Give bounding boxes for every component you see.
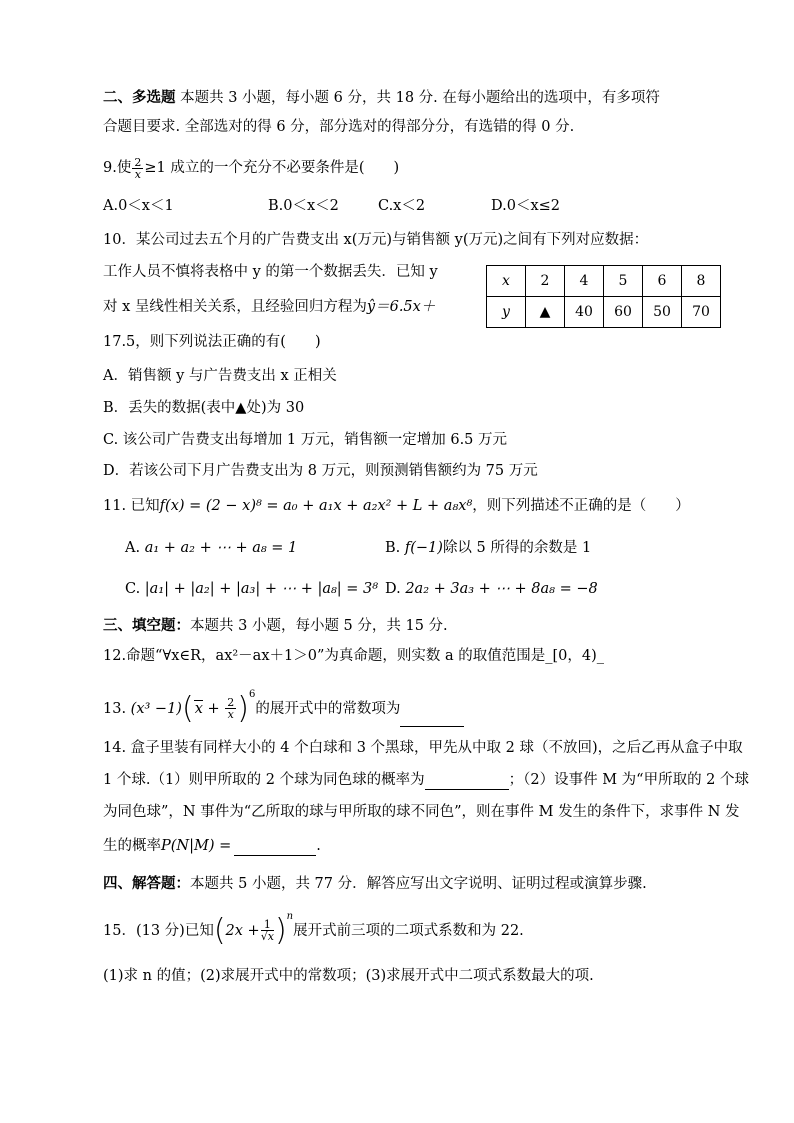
q14-line-2a: 1 个球.（1）则甲所取的 2 个球为同色球的概率为 — [103, 772, 425, 788]
table-row-x — [487, 266, 721, 297]
q13-prefix: 13. — [103, 700, 127, 717]
q11-option-c-label: C. — [125, 581, 141, 597]
q11-option-b — [385, 538, 591, 558]
q11-option-a-formula: a₁ + a₂ + ⋯ + a₈ = 1 — [144, 540, 298, 556]
q11-tail: ，则下列描述不正确的是（ ） — [472, 498, 690, 514]
q15-frac-den: √x — [260, 930, 274, 944]
q13-sqrt-x: x — [194, 700, 203, 717]
q11-option-a-label: A. — [125, 540, 141, 556]
table-cell: 6 — [643, 266, 682, 297]
q13-exponent: 6 — [248, 689, 256, 700]
q11-formula: f(x) = (2 − x)⁸ = a₀ + a₁x + a₂x² + L + a₈x⁸ — [159, 498, 473, 514]
q11-option-d — [385, 579, 598, 599]
q14-line-1: 14. 盒子里装有同样大小的 4 个白球和 3 个黑球，甲先从中取 2 球（不放回)，之后乙再从盒子中取 — [103, 740, 743, 756]
q13-answer-blank[interactable] — [400, 708, 464, 727]
q13-tail: 的展开式中的常数项为 — [255, 700, 401, 717]
right-paren-icon: ) — [274, 912, 287, 948]
q15-frac-num: 1 — [261, 919, 274, 931]
q14-probability-formula: P(N|M) = — [161, 838, 232, 854]
q15-fraction — [261, 919, 274, 942]
q14-line-2 — [103, 770, 749, 790]
section-4-desc: 本题共 5 小题，共 77 分．解答应写出文字说明、证明过程或演算步骤. — [190, 876, 647, 892]
q11-option-a — [125, 538, 297, 558]
q14-line-2b: ；（2）设事件 M 为“甲所取的 2 个球 — [508, 772, 750, 788]
question-13: 13. (x³ −1)(x + $\frac{2}{x}$ )$^6$的展开式中的常数项为 — [103, 687, 464, 723]
left-paren-icon: ( — [181, 690, 194, 726]
question-9 — [103, 153, 399, 183]
question-15 — [103, 909, 524, 948]
q14-line-4 — [103, 836, 321, 856]
table-row-y — [487, 297, 721, 328]
q9-option-c: C.x＜2 — [378, 198, 426, 214]
q9-prefix: 9.使 — [103, 160, 132, 176]
q10-line-1: 10．某公司过去五个月的广告费支出 x(万元)与销售额 y(万元)之间有下列对应数据： — [103, 232, 649, 248]
section-3-title: 三、填空题： — [103, 617, 190, 634]
right-paren-icon: ) — [237, 690, 249, 726]
table-cell: ▲ — [526, 297, 565, 328]
section-2-desc-2: 合题目要求. 全部选对的得 6 分，部分选对的得部分分，有选错的得 0 分. — [103, 119, 575, 135]
q15-prefix: 15．(13 分)已知 — [103, 922, 214, 939]
q15-parts: (1)求 n 的值；(2)求展开式中的常数项；(3)求展开式中二项式系数最大的项. — [103, 968, 594, 984]
table-cell: 70 — [682, 297, 721, 328]
q14-line-4a: 生的概率 — [103, 838, 161, 854]
q15-tail: 展开式前三项的二项式系数和为 22. — [293, 922, 524, 939]
q11-option-b-formula: f(−1) — [404, 540, 443, 556]
question-11 — [103, 496, 690, 516]
q10-data-table — [486, 265, 721, 328]
q9-fraction — [132, 157, 143, 180]
table-cell: 60 — [604, 297, 643, 328]
q13-frac-num: 2 — [227, 696, 235, 710]
section-2-heading — [103, 88, 660, 108]
table-cell: 8 — [682, 266, 721, 297]
q13-fraction — [225, 697, 236, 720]
q11-option-d-label: D. — [385, 581, 401, 597]
q10-option-a: A．销售额 y 与广告费支出 x 正相关 — [103, 368, 337, 384]
q9-option-d: D.0＜x≤2 — [491, 198, 560, 214]
q14-answer-blank-1[interactable] — [425, 771, 509, 790]
q14-answer-blank-2[interactable] — [234, 837, 316, 856]
q11-option-c-formula: |a₁| + |a₂| + |a₃| + ⋯ + |a₈| = 3⁸ — [144, 581, 379, 597]
q10-option-d: D．若该公司下月广告费支出为 8 万元，则预测销售额约为 75 万元 — [103, 463, 538, 479]
q9-stem: ≥1 成立的一个充分不必要条件是( ) — [144, 160, 400, 176]
q10-option-b: B．丢失的数据(表中▲处)为 30 — [103, 400, 305, 416]
q11-option-b-text: 除以 5 所得的余数是 1 — [442, 540, 592, 556]
section-4-title: 四、解答题： — [103, 875, 190, 892]
q15-formula-inner: 2x + — [225, 922, 260, 939]
q11-option-d-formula: 2a₂ + 3a₃ + ⋯ + 8a₈ = −8 — [405, 581, 598, 597]
q14-line-3: 为同色球”，N 事件为“乙所取的球与甲所取的球不同色”，则在事件 M 发生的条件下，求事件 N 发 — [103, 804, 740, 820]
q10-line-3-text: 对 x 呈线性相关关系，且经验回归方程为 — [103, 299, 367, 315]
q9-frac-den: x — [134, 167, 141, 181]
q11-option-b-label: B. — [385, 540, 401, 556]
q10-option-c: C. 该公司广告费支出每增加 1 万元，销售额一定增加 6.5 万元 — [103, 432, 508, 448]
q14-line-4b: . — [316, 838, 321, 854]
section-2-title: 二、多选题 — [103, 89, 176, 106]
table-cell: 50 — [643, 297, 682, 328]
q9-option-b: B.0＜x＜2 — [268, 198, 339, 214]
table-cell: 4 — [565, 266, 604, 297]
section-3-desc: 本题共 3 小题，每小题 5 分，共 15 分. — [190, 618, 448, 634]
q11-prefix: 11. 已知 — [103, 498, 160, 514]
table-header-y: y — [487, 297, 526, 328]
table-cell: 5 — [604, 266, 643, 297]
q9-option-a: A.0＜x＜1 — [103, 198, 174, 214]
q13-frac-den: x — [227, 708, 234, 722]
q10-regression-equation: ŷ＝6.5x＋ — [366, 299, 436, 315]
q11-option-c — [125, 579, 378, 599]
table-cell: 2 — [526, 266, 565, 297]
q10-line-3 — [103, 297, 435, 317]
left-paren-icon: ( — [213, 912, 226, 948]
q15-exponent: n — [286, 911, 294, 922]
q9-frac-num: 2 — [134, 155, 142, 169]
table-header-x: x — [487, 266, 526, 297]
table-cell: 40 — [565, 297, 604, 328]
q10-line-4: 17.5，则下列说法正确的有( ) — [103, 334, 321, 350]
section-3-heading — [103, 616, 448, 636]
q13-formula-left: (x³ −1) — [130, 700, 182, 717]
section-4-heading — [103, 874, 647, 894]
section-2-desc-1: 本题共 3 小题，每小题 6 分，共 18 分. 在每小题给出的选项中，有多项符 — [175, 90, 660, 106]
question-12: 12.命题“∀x∈R，ax²－ax＋1＞0”为真命题，则实数 a 的取值范围是_[0，4)_ — [103, 648, 604, 664]
q10-line-2: 工作人员不慎将表格中 y 的第一个数据丢失．已知 y — [103, 264, 438, 280]
